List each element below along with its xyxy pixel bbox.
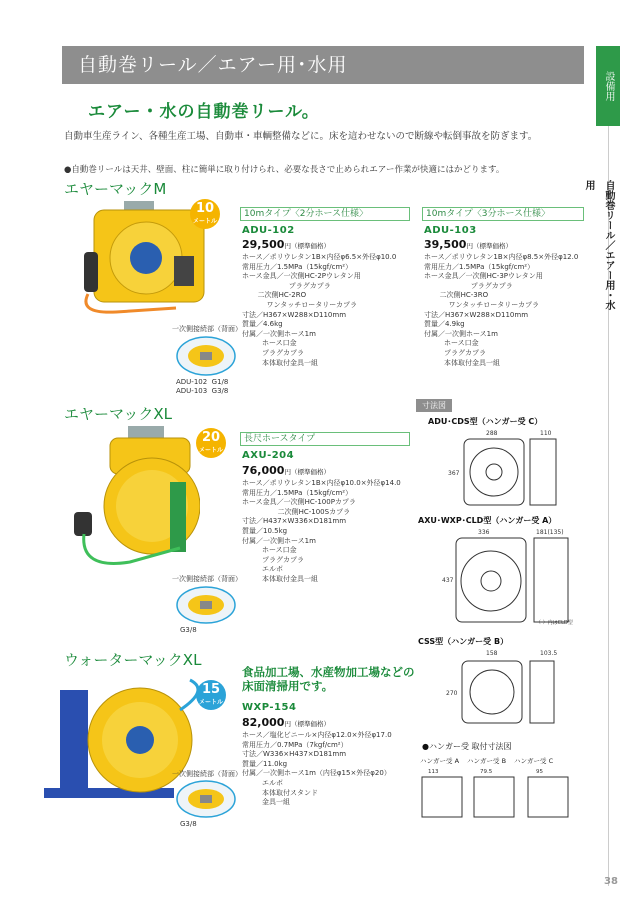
price: 29,500円（標準価格）: [242, 238, 330, 251]
inset-codes: ADU-102 G1/8 ADU-103 G3/8: [176, 378, 229, 395]
side-category: 自動巻リール／エアー用・水用: [583, 180, 614, 310]
inset-label: 一次側接続部（背面）: [172, 575, 242, 583]
model-number: WXP-154: [242, 702, 297, 713]
svg-text:158: 158: [486, 650, 498, 657]
airmac-m-product-image: [76, 196, 206, 316]
inset-codes: G3/8: [180, 820, 197, 828]
spec-text: ホース／ポリウレタン1B×内径φ6.5×外径φ10.0 常用圧力／1.5MPa（15kgf/cm²） ホース金具／一次側HC-2Pウレタン用 プラグカプラ 二次側HC-2RO ワンタッチロータリーカプラ 寸法／H367×W288×D110mm 質量／4.6kg 付属／一次側ホース1m ホース口金 プラグカプラ 本体取付金具一組: [242, 253, 397, 367]
svg-text:113: 113: [428, 769, 439, 775]
svg-text:270: 270: [446, 690, 458, 697]
dimension-drawing-adu: [416, 427, 586, 509]
headline: エアー・水の自動巻リール。: [88, 102, 320, 122]
dimension-panel: [416, 393, 586, 853]
product-title-airmac-m: エヤーマックM: [64, 180, 167, 198]
airmac-xl-product-image: [70, 422, 200, 572]
type-label: 10mタイプ〈2分ホース仕様〉: [240, 207, 410, 221]
type-label: 長尺ホースタイプ: [240, 432, 410, 446]
hose-length-badge: 20 メートル: [196, 428, 226, 458]
connection-inset-image: [176, 586, 236, 624]
dimension-heading: AXU･WXP･CLD型（ハンガー受 A）: [418, 516, 557, 525]
svg-text:336: 336: [478, 529, 490, 536]
model-number: AXU-204: [242, 450, 295, 461]
dimension-tag: 寸法図: [416, 399, 452, 412]
svg-text:103.5: 103.5: [540, 650, 558, 657]
side-tab: 設備用: [596, 46, 620, 126]
dimension-drawing-css: [416, 647, 586, 727]
page-number: 38: [604, 876, 618, 887]
hose-length-badge: 10 メートル: [190, 199, 220, 229]
price: 39,500円（標準価格）: [424, 238, 512, 251]
model-number: ADU-103: [424, 225, 477, 236]
connection-inset-image: [176, 336, 236, 376]
hose-length-badge: 15 メートル: [196, 680, 226, 710]
dimension-heading: ADU･CDS型（ハンガー受 C）: [428, 417, 543, 426]
svg-text:288: 288: [486, 430, 498, 437]
inset-label: 一次側接続部（背面）: [172, 325, 242, 333]
product-title-airmac-xl: エヤーマックXL: [64, 405, 173, 423]
svg-text:95: 95: [536, 769, 543, 775]
svg-text:437: 437: [442, 577, 454, 584]
spec-text: ホース／ポリウレタン1B×内径φ10.0×外径φ14.0 常用圧力／1.5MPa（15kgf/cm²） ホース金具／一次側HC-100Pカプラ 二次側HC-100Sカプラ 寸法／H437×W336×D181mm 質量／10.5kg 付属／一次側ホース1m ホース口金 プラグカプラ エルボ 本体取付金具一組: [242, 479, 401, 583]
dimension-heading: CSS型（ハンガー受 B）: [418, 637, 509, 646]
svg-text:79.5: 79.5: [480, 769, 493, 775]
svg-text:110: 110: [540, 430, 552, 437]
usage-note: 食品加工場、水産物加工場などの床面清掃用です。: [242, 665, 415, 693]
connection-inset-image: [176, 780, 236, 818]
intro-text: 自動車生産ライン、各種生産工場、自動車・車輌整備などに。床を這わせないので断線や転倒事故を防ぎます。: [64, 131, 538, 142]
price: 82,000円（標準価格）: [242, 716, 330, 729]
svg-text:181(135): 181(135): [536, 529, 564, 536]
price: 76,000円（標準価格）: [242, 464, 330, 477]
inset-label: 一次側接続部（背面）: [172, 770, 242, 778]
inset-codes: G3/8: [180, 626, 197, 634]
section-banner: 自動巻リール／エアー用･水用: [62, 46, 584, 84]
hanger-label: ハンガー受 C: [514, 757, 554, 765]
hanger-heading: ●ハンガー受 取付寸法図: [422, 742, 512, 751]
svg-text:（ ）内はCLD型: （ ）内はCLD型: [536, 620, 573, 626]
spec-text: ホース／塩化ビニール×内径φ12.0×外径φ17.0 常用圧力／0.7MPa（7kgf/cm²） 寸法／W336×H437×D181mm 質量／11.0kg 付属／一次側ホース1m（内径φ15×外径φ20） エルボ 本体取付スタンド 金具一組: [242, 731, 392, 807]
product-title-watermac-xl: ウォーターマックXL: [64, 651, 202, 669]
type-label: 10mタイプ〈3分ホース仕様〉: [422, 207, 584, 221]
hanger-drawings: [416, 765, 586, 825]
svg-text:367: 367: [448, 470, 460, 477]
model-number: ADU-102: [242, 225, 295, 236]
hanger-label: ハンガー受 A: [420, 757, 460, 765]
hanger-label: ハンガー受 B: [467, 757, 507, 765]
spec-text: ホース／ポリウレタン1B×内径φ8.5×外径φ12.0 常用圧力／1.5MPa（15kgf/cm²） ホース金具／一次側HC-3Pウレタン用 プラグカプラ 二次側HC-3RO ワンタッチロータリーカプラ 寸法／H367×W288×D110mm 質量／4.9kg 付属／一次側ホース1m ホース口金 プラグカプラ 本体取付金具一組: [424, 253, 579, 367]
bullet-note: ●自動巻リールは天井、壁面、柱に簡単に取り付けられ、必要な長さで止められエアー作業が快適にはかどります。: [64, 165, 505, 175]
dimension-drawing-axu: [416, 526, 586, 626]
